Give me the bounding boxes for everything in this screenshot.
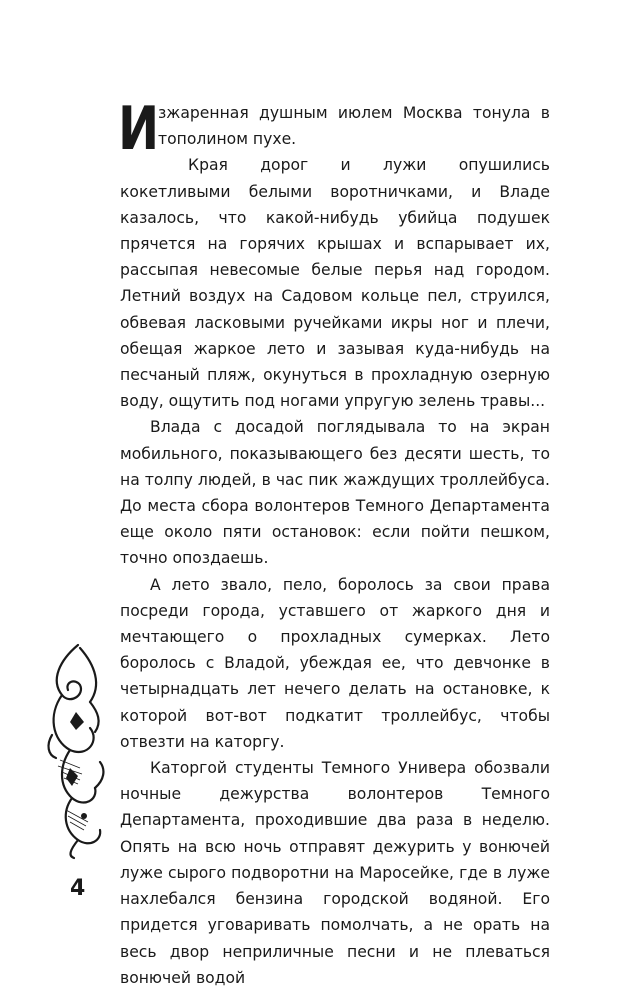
body-text	[118, 94, 550, 991]
paragraph-1	[118, 94, 550, 164]
paragraph-5: Каторгой студенты Темного Универа обозвали ночные дежурства волонтеров Темного Департамента, проходившие два раза в неделю. Опять на всю ночь отправят дежурить у вонючей луже сырого подворотни на Маросейке, где в луже нахлебался бензина городской водяной. Его придется уговаривать помолчать, а не орать на весь двор неприличные песни и не плеваться вонючей водой	[120, 759, 550, 987]
paragraph-1-text: зжаренная душным июлем Москва тонула в тополином пухе.	[158, 104, 550, 149]
page-number: 4	[70, 876, 86, 901]
paragraph-4: А лето звало, пело, боролось за свои права посреди города, уставшего от жаркого дня и мечтающего о прохладных сумерках. Лето боролось с Владой, убеждая ее, что девчонке в четырнадцать лет нечего делать на остановке, к которой вот-вот подкатит троллейбус, чтобы отвезти на каторгу.	[120, 575, 550, 751]
drop-cap: И	[118, 94, 160, 164]
paragraph-3: Влада с досадой поглядывала то на экран мобильного, показывающего без десяти шесть, то на толпу людей, в час пик жаждущих троллейбуса. До места сбора волонтеров Темного Департамента еще около пяти остановок: если пойти пешком, точно опоздаешь.	[120, 418, 550, 568]
paragraph-2: Края дорог и лужи опушились кокетливыми белыми воротничками, и Владе казалось, что какой-нибудь убийца подушек прячется на горячих крышах и вспарывает их, рассыпая невесомые белые перья над городом. Летний воздух на Садовом кольце пел, струился, обвевая ласковыми ручейками икры ног и плечи, обещая жаркое лето и зазывая куда-нибудь на песчаный пляж, окунуться в прохладную озерную воду, ощутить под ногами упругую зелень травы...	[120, 156, 550, 411]
ornament-decoration	[40, 640, 110, 860]
